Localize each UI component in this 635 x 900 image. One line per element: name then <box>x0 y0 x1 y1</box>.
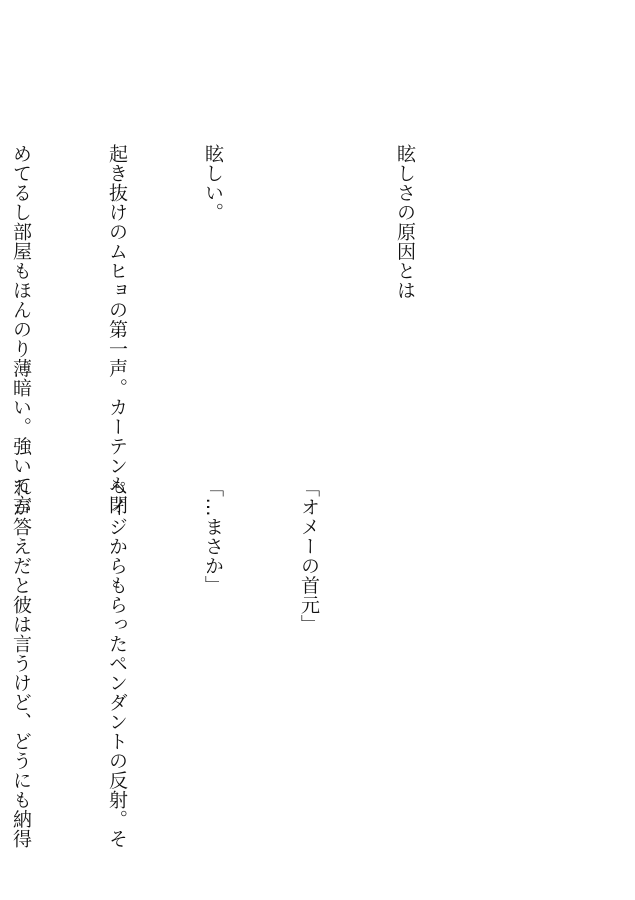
text-line: 「…まさか」 <box>202 478 224 595</box>
text-line: 起き抜けのムヒョの第一声。カーテンも閉 <box>106 144 128 515</box>
lower-text-block <box>0 478 485 849</box>
text-line: れが答えだと彼は言うけど、どうにも納得 <box>10 478 32 849</box>
text-line: ペイジからもらったペンダントの反射。そ <box>106 478 128 849</box>
text-line: 眩しい。 <box>202 144 224 222</box>
text-line: めてるし部屋もほんのり薄暗い。強いて言 <box>10 144 32 515</box>
blank-line <box>389 478 421 798</box>
chapter-title: 眩しさの原因とは <box>394 144 416 300</box>
upper-text-block <box>0 144 485 515</box>
text-line: 「オメーの首元」 <box>298 478 320 634</box>
blank-line <box>293 144 325 464</box>
